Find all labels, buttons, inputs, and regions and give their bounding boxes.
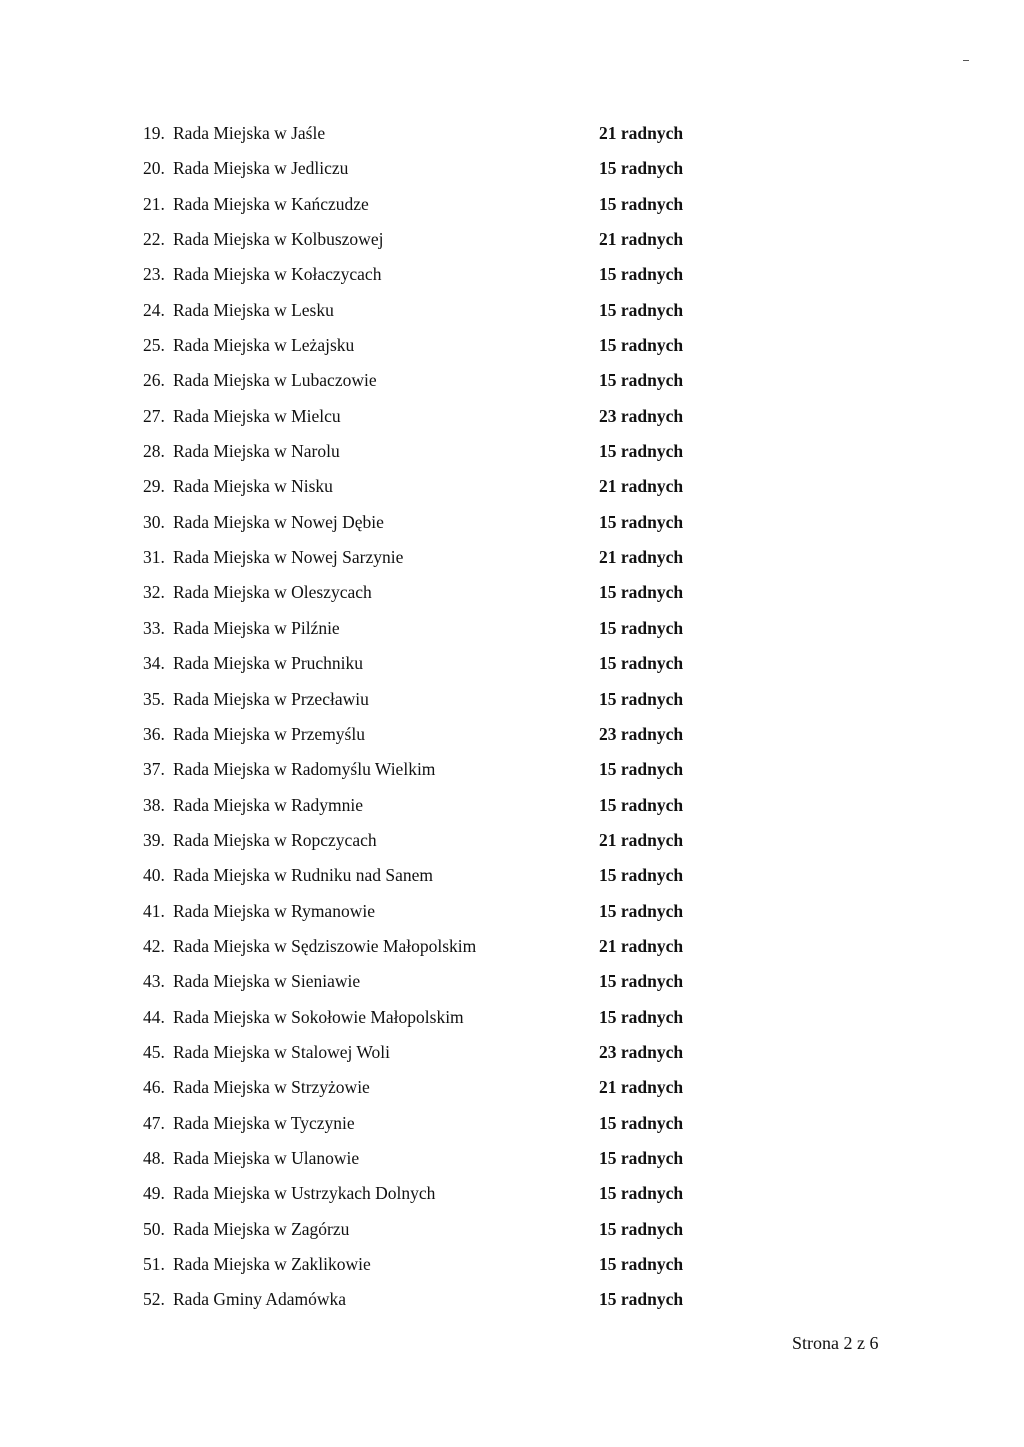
- councillor-count: 15 radnych: [599, 1006, 684, 1027]
- council-name: Rada Miejska w Jaśle: [173, 123, 326, 143]
- item-number: 49.: [143, 1183, 165, 1204]
- list-item: [143, 1106, 743, 1141]
- list-item: [143, 116, 743, 151]
- item-number: 33.: [143, 617, 165, 638]
- council-name: Rada Miejska w Zaklikowie: [173, 1254, 371, 1274]
- item-number: 38.: [143, 794, 165, 815]
- councillor-count: 15 radnych: [599, 1147, 684, 1168]
- council-name: Rada Miejska w Lubaczowie: [173, 370, 377, 391]
- council-name: Rada Miejska w Przecławiu: [173, 688, 369, 709]
- council-name: Rada Miejska w Ulanowie: [173, 1147, 360, 1168]
- list-item: [143, 469, 743, 504]
- item-number: 29.: [143, 476, 165, 497]
- councillor-count: 21 radnych: [599, 476, 684, 497]
- councillor-count: 15 radnych: [599, 971, 684, 992]
- item-number: 30.: [143, 511, 165, 532]
- item-number: 40.: [143, 865, 165, 886]
- list-item: [143, 363, 743, 398]
- item-number: 44.: [143, 1006, 165, 1027]
- item-number: 42.: [143, 935, 165, 956]
- item-number: 26.: [143, 370, 165, 391]
- council-name: Rada Miejska w Zagórzu: [173, 1218, 350, 1239]
- councillor-count: 15 radnych: [599, 1183, 684, 1204]
- item-number: 39.: [143, 829, 165, 850]
- list-item: [143, 151, 743, 186]
- item-number: 51.: [143, 1254, 165, 1274]
- list-item: [143, 399, 743, 434]
- council-name: Rada Miejska w Strzyżowie: [173, 1077, 370, 1098]
- councillor-count: 15 radnych: [599, 299, 684, 320]
- council-name: Rada Miejska w Kańczudze: [173, 193, 369, 214]
- list-item: [143, 1212, 743, 1247]
- council-name: Rada Miejska w Ustrzykach Dolnych: [173, 1183, 436, 1204]
- council-name: Rada Miejska w Leżajsku: [173, 335, 355, 356]
- council-name: Rada Miejska w Nisku: [173, 476, 333, 497]
- page-number: Strona 2 z 6: [792, 1333, 879, 1353]
- council-name: Rada Miejska w Przemyślu: [173, 723, 365, 744]
- councillor-count: 15 radnych: [599, 158, 684, 179]
- item-number: 41.: [143, 900, 165, 921]
- council-name: Rada Miejska w Sokołowie Małopolskim: [173, 1006, 464, 1027]
- councillor-count: 15 radnych: [599, 1112, 684, 1133]
- council-name: Rada Miejska w Pilźnie: [173, 617, 340, 638]
- council-name: Rada Miejska w Nowej Dębie: [173, 511, 384, 532]
- councillor-count: 15 radnych: [599, 193, 684, 214]
- councillor-count: 15 radnych: [599, 653, 684, 674]
- item-number: 43.: [143, 971, 165, 992]
- item-number: 35.: [143, 688, 165, 709]
- item-number: 24.: [143, 299, 165, 320]
- councillor-count: 23 radnych: [599, 1041, 684, 1062]
- council-name: Rada Miejska w Tyczynie: [173, 1112, 355, 1133]
- councillor-count: 15 radnych: [599, 1289, 684, 1310]
- list-item: [143, 187, 743, 222]
- council-name: Rada Miejska w Radomyślu Wielkim: [173, 759, 436, 780]
- councillor-count: 21 radnych: [599, 123, 684, 143]
- item-number: 32.: [143, 582, 165, 603]
- list-item: [143, 682, 743, 717]
- council-name: Rada Miejska w Sieniawie: [173, 971, 361, 992]
- councillor-count: 21 radnych: [599, 1077, 684, 1098]
- council-name: Rada Miejska w Kołaczycach: [173, 264, 382, 285]
- list-item: [143, 752, 743, 787]
- list-item: [143, 929, 743, 964]
- item-number: 47.: [143, 1112, 165, 1133]
- councillor-count: 15 radnych: [599, 688, 684, 709]
- item-number: 23.: [143, 264, 165, 285]
- item-number: 36.: [143, 723, 165, 744]
- list-item: [143, 1141, 743, 1176]
- list-item: [143, 646, 743, 681]
- item-number: 52.: [143, 1289, 165, 1310]
- item-number: 45.: [143, 1041, 165, 1062]
- list-item: [143, 858, 743, 893]
- council-name: Rada Miejska w Lesku: [173, 299, 334, 320]
- list-item: [143, 611, 743, 646]
- council-name: Rada Miejska w Narolu: [173, 441, 340, 462]
- councillor-count: 21 radnych: [599, 547, 684, 568]
- council-name: Rada Miejska w Sędziszowie Małopolskim: [173, 935, 477, 956]
- item-number: 34.: [143, 653, 165, 674]
- councillor-count: 15 radnych: [599, 511, 684, 532]
- item-number: 21.: [143, 193, 165, 214]
- council-name: Rada Miejska w Ropczycach: [173, 829, 377, 850]
- council-name: Rada Miejska w Nowej Sarzynie: [173, 547, 404, 568]
- councillor-count: 21 radnych: [599, 829, 684, 850]
- council-name: Rada Miejska w Rymanowie: [173, 900, 375, 921]
- list-item: [143, 505, 743, 540]
- item-number: 19.: [143, 123, 165, 143]
- list-item: [143, 1000, 743, 1035]
- councillor-count: 15 radnych: [599, 441, 684, 462]
- councillor-count: 15 radnych: [599, 759, 684, 780]
- item-number: 46.: [143, 1077, 165, 1098]
- scan-mark: [963, 60, 969, 61]
- councillor-count: 15 radnych: [599, 1218, 684, 1239]
- council-name: Rada Miejska w Mielcu: [173, 405, 341, 426]
- list-item: [143, 1247, 743, 1282]
- list-item: [143, 257, 743, 292]
- councillor-count: 23 radnych: [599, 723, 684, 744]
- list-item: [143, 788, 743, 823]
- councillor-count: 15 radnych: [599, 900, 684, 921]
- list-item: [143, 1070, 743, 1105]
- list-item: [143, 823, 743, 858]
- councillor-count: 15 radnych: [599, 865, 684, 886]
- councillor-count: 21 radnych: [599, 935, 684, 956]
- list-item: [143, 1035, 743, 1070]
- councillor-count: 15 radnych: [599, 264, 684, 285]
- list-item: [143, 293, 743, 328]
- councillor-count: 15 radnych: [599, 1254, 684, 1274]
- list-item: [143, 1282, 743, 1317]
- list-item: [143, 540, 743, 575]
- council-name: Rada Miejska w Jedliczu: [173, 158, 349, 179]
- councillor-count: 15 radnych: [599, 582, 684, 603]
- councillor-count: 23 radnych: [599, 405, 684, 426]
- item-number: 50.: [143, 1218, 165, 1239]
- council-name: Rada Miejska w Radymnie: [173, 794, 364, 815]
- council-list: [143, 116, 743, 1318]
- item-number: 37.: [143, 759, 165, 780]
- list-item: [143, 328, 743, 363]
- item-number: 48.: [143, 1147, 165, 1168]
- list-item: [143, 964, 743, 999]
- council-name: Rada Miejska w Stalowej Woli: [173, 1041, 390, 1062]
- councillor-count: 15 radnych: [599, 335, 684, 356]
- council-name: Rada Miejska w Pruchniku: [173, 653, 364, 674]
- item-number: 27.: [143, 405, 165, 426]
- council-name: Rada Miejska w Rudniku nad Sanem: [173, 865, 434, 886]
- item-number: 28.: [143, 441, 165, 462]
- item-number: 25.: [143, 335, 165, 356]
- list-item: [143, 1176, 743, 1211]
- council-name: Rada Miejska w Kolbuszowej: [173, 229, 384, 250]
- list-item: [143, 575, 743, 610]
- list-item: [143, 434, 743, 469]
- councillor-count: 15 radnych: [599, 617, 684, 638]
- list-item: [143, 894, 743, 929]
- council-name: Rada Miejska w Oleszycach: [173, 582, 372, 603]
- item-number: 22.: [143, 229, 165, 250]
- list-item: [143, 717, 743, 752]
- councillor-count: 15 radnych: [599, 370, 684, 391]
- item-number: 31.: [143, 547, 165, 568]
- councillor-count: 21 radnych: [599, 229, 684, 250]
- item-number: 20.: [143, 158, 165, 179]
- list-item: [143, 222, 743, 257]
- councillor-count: 15 radnych: [599, 794, 684, 815]
- council-name: Rada Gminy Adamówka: [173, 1289, 347, 1310]
